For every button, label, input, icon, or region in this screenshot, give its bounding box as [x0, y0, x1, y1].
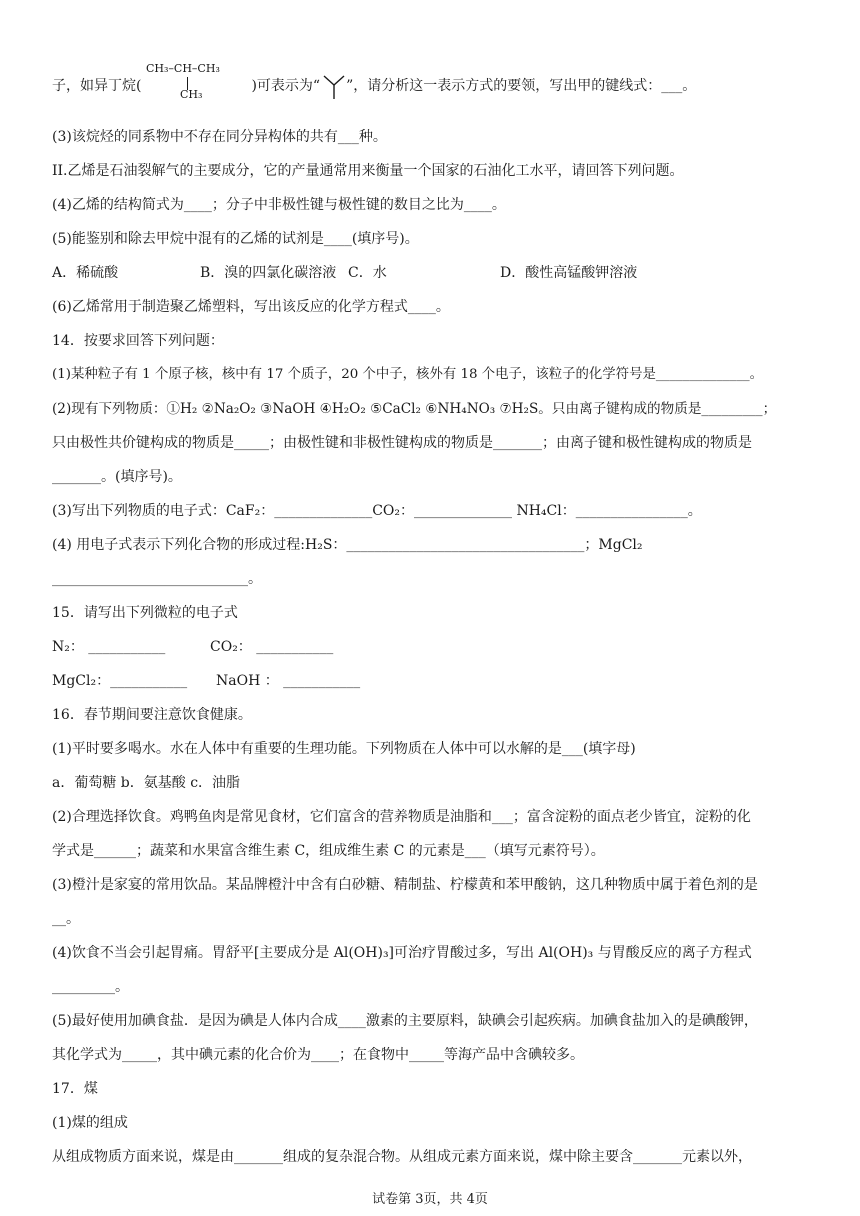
answer-blank: NaOH ： ___________	[216, 673, 361, 689]
sub-heading: (1)煤的组成	[52, 1115, 128, 1131]
option-c: C．水	[348, 265, 387, 281]
structure-main-chain: CH₃–CH–CH₃	[146, 62, 220, 75]
question-text: (6)乙烯常用于制造聚乙烯塑料，写出该反应的化学方程式____。	[52, 299, 450, 315]
question-text: (4)乙烯的结构简式为____；分子中非极性键与极性键的数目之比为____。	[52, 197, 506, 213]
option-a: A．稀硫酸	[52, 265, 119, 281]
question-text: (2)合理选择饮食。鸡鸭鱼肉是常见食材，它们富含的营养物质是油脂和___；富含淀粉的面点老少皆宜，淀粉的化	[52, 809, 751, 825]
page-footer: 试卷第 3页，共 4页	[372, 1192, 488, 1207]
question-text: (1)平时要多喝水。水在人体中有重要的生理功能。下列物质在人体中可以水解的是___(填字母)	[52, 741, 636, 757]
answer-blank: ____________________________。	[52, 571, 262, 587]
option-b: B．溴的四氯化碳溶液	[200, 265, 337, 281]
option-d: D．酸性高锰酸钾溶液	[500, 265, 638, 281]
question-text: (4) 用电子式表示下列化合物的形成过程:H₂S：__________________________________；MgCl₂	[52, 537, 643, 553]
question-text: (3)橙汁是家宴的常用饮品。某品牌橙汁中含有白砂糖、精制盐、柠檬黄和苯甲酸钠，这几种物质中属于着色剂的是	[52, 877, 758, 893]
answer-blank: __。	[52, 911, 80, 927]
question-text: (5)能鉴别和除去甲烷中混有的乙烯的试剂是____(填序号)。	[52, 231, 419, 247]
question-text: 只由极性共价键构成的物质是_____；由极性键和非极性键构成的物质是_______；由离子键和极性键构成的物质是	[52, 435, 752, 451]
structure-branch: CH₃	[180, 88, 203, 101]
question-text: _______。(填序号)。	[52, 469, 182, 485]
isobutane-structural-formula	[140, 58, 250, 110]
question-text: (1)某种粒子有 1 个原子核，核中有 17 个质子，20 个中子，核外有 18 个电子，该粒子的化学符号是______________。	[52, 367, 763, 382]
answer-blank: CO₂： ___________	[210, 639, 334, 655]
answer-blank: _________。	[52, 979, 129, 995]
question-number: 16．春节期间要注意饮食健康。	[52, 707, 252, 723]
text-segment: )可表示为“	[251, 78, 321, 94]
text-segment: 子，如异丁烷(	[52, 78, 142, 94]
question-text: (3)该烷烃的同系物中不存在同分异构体的共有___种。	[52, 129, 387, 145]
question-text: (2)现有下列物质：①H₂ ②Na₂O₂ ③NaOH ④H₂O₂ ⑤CaCl₂ ⑥NH₄NO₃ ⑦H₂S。只由离子键构成的物质是_________；	[52, 401, 777, 417]
question-text: (3)写出下列物质的电子式：CaF₂：______________CO₂：______________ NH₄Cl：________________。	[52, 503, 702, 519]
question-number: 14．按要求回答下列问题：	[52, 333, 224, 349]
question-number: 15．请写出下列微粒的电子式	[52, 605, 238, 621]
answer-blank: N₂： ___________	[52, 639, 166, 655]
skeletal-formula-icon	[322, 74, 346, 100]
section-heading: II.乙烯是石油裂解气的主要成分，它的产量通常用来衡量一个国家的石油化工水平，请回答下列问题。	[52, 163, 684, 179]
question-text: 其化学式为_____，其中碘元素的化合价为____；在食物中_____等海产品中含碘较多。	[52, 1047, 584, 1063]
question-text: 从组成物质方面来说，煤是由_______组成的复杂混合物。从组成元素方面来说，煤中除主要含_______元素以外，	[52, 1149, 752, 1165]
question-number: 17．煤	[52, 1081, 98, 1097]
question-text: (4)饮食不当会引起胃痛。胃舒平[主要成分是 Al(OH)₃]可治疗胃酸过多，写出 Al(OH)₃ 与胃酸反应的离子方程式	[52, 945, 752, 961]
text-segment: ”，请分析这一表示方式的要领，写出甲的键线式：___。	[346, 78, 697, 94]
question-text: (5)最好使用加碘食盐．是因为碘是人体内合成____激素的主要原料，缺碘会引起疾病。加碘食盐加入的是碘酸钾，	[52, 1013, 758, 1029]
answer-blank: MgCl₂：___________	[52, 673, 188, 689]
question-options: a．葡萄糖 b．氨基酸 c．油脂	[52, 775, 241, 791]
question-text: 学式是______；蔬菜和水果富含维生素 C，组成维生素 C 的元素是___（填写元素符号）。	[52, 843, 605, 859]
